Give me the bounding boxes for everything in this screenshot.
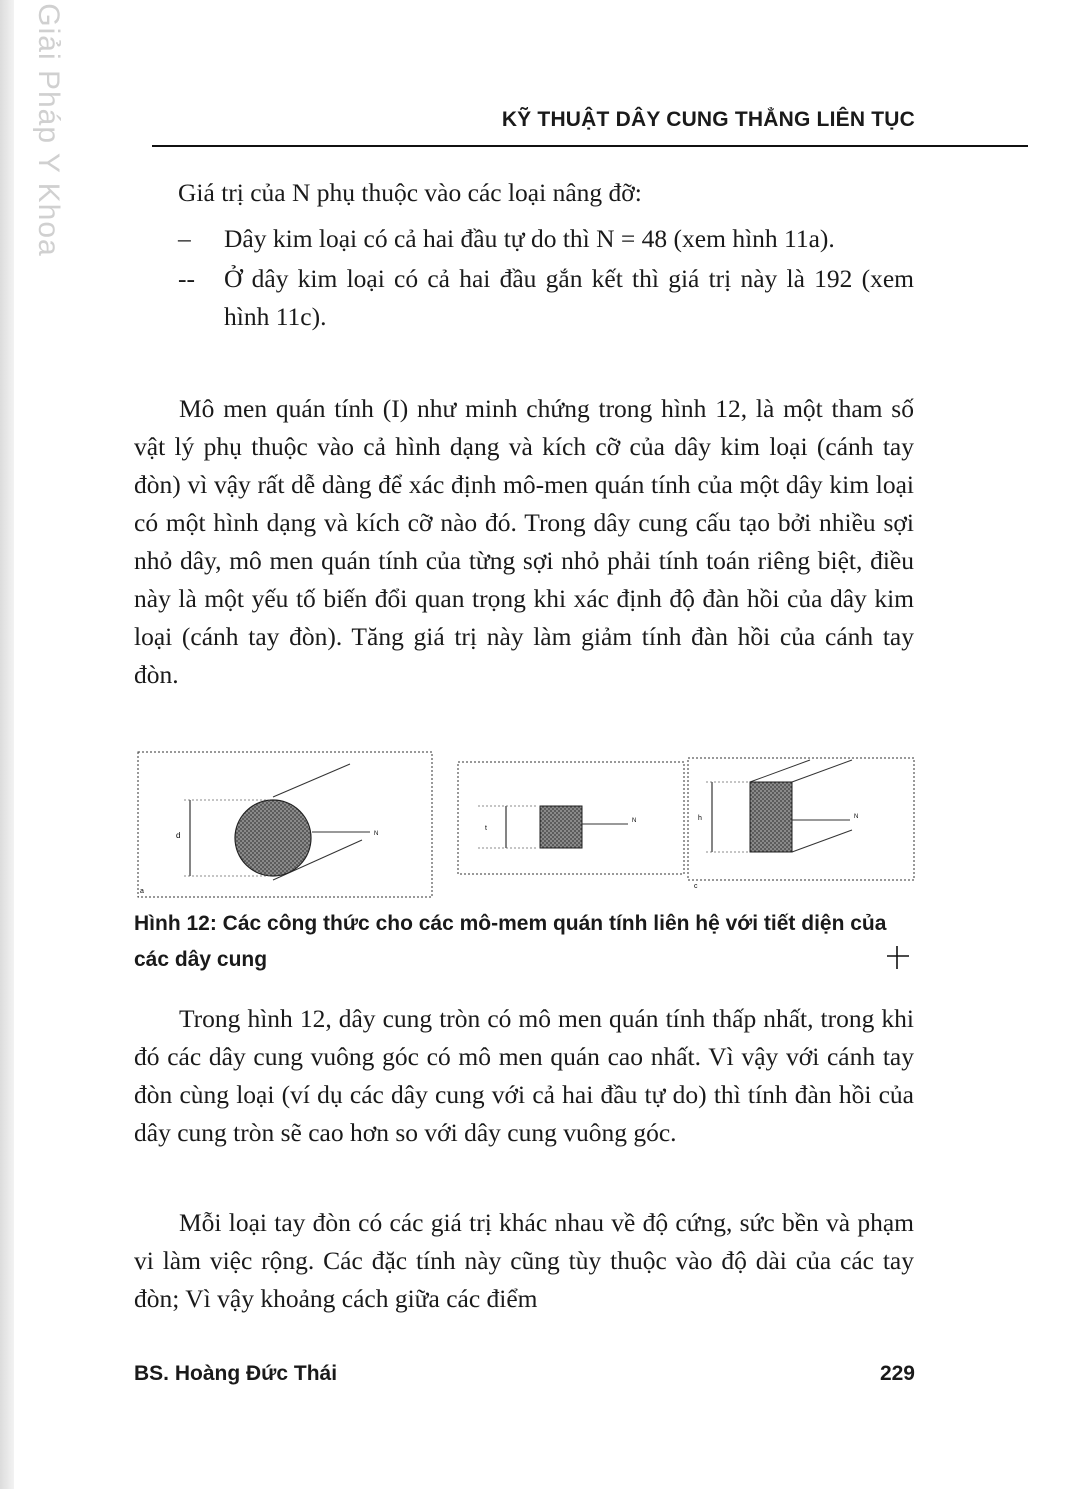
paragraph-block-1	[134, 390, 914, 694]
panel-round-wire	[138, 752, 432, 897]
axis-label-n: N	[854, 814, 859, 820]
axis-label-n: N	[632, 818, 637, 824]
axis-label-n: N	[374, 831, 379, 837]
page-number: 229	[879, 1362, 915, 1385]
dimension-label-h: h	[698, 815, 702, 822]
running-header: KỸ THUẬT DÂY CUNG THẲNG LIÊN TỤC	[501, 108, 915, 131]
square-section-small	[540, 806, 582, 848]
paragraph-block-3	[134, 1204, 914, 1318]
watermark: Giải Pháp Y Khoa	[32, 3, 65, 257]
bullet-list	[178, 220, 914, 338]
footer-author: BS. Hoàng Đức Thái	[134, 1362, 338, 1385]
panel-rectangular-wire	[688, 758, 914, 890]
list-item	[178, 260, 914, 336]
rectangular-section	[750, 782, 792, 852]
round-section	[235, 800, 311, 876]
intro-line: Giá trị của N phụ thuộc vào các loại nâng đỡ:	[178, 178, 642, 207]
list-item	[178, 220, 914, 258]
figure-caption: Hình 12: Các công thức cho các mô-mem quán tính liên hệ với tiết diện của các dây cung	[134, 912, 887, 971]
bullet-dash: –	[178, 224, 191, 253]
paragraph: Mỗi loại tay đòn có các giá trị khác nhau về độ cứng, sức bền và phạm vi làm việc rộng. Các đặc tính này cũng tùy thuộc vào độ dài của các tay đòn; Vì vậy khoảng cách giữa các điểm	[134, 1208, 914, 1313]
bullet-text: Ở dây kim loại có cả hai đầu gắn kết thì giá trị này là 192 (xem hình 11c).	[224, 264, 914, 331]
bullet-text: Dây kim loại có cả hai đầu tự do thì N = 48 (xem hình 11a).	[224, 224, 835, 253]
paragraph: Trong hình 12, dây cung tròn có mô men quán tính thấp nhất, trong khi đó các dây cung vuông góc có mô men quán cao nhất. Vì vậy với cánh tay đòn cùng loại (ví dụ các dây cung với cả hai đầu tự do) thì tính đàn hồi của dây cung tròn sẽ cao hơn so với dây cung vuông góc.	[134, 1004, 914, 1147]
panel-square-wire-small	[458, 762, 684, 874]
panel-letter-c: c	[694, 883, 698, 890]
dimension-label-d: d	[176, 831, 181, 840]
paragraph: Mô men quán tính (I) như minh chứng trong hình 12, là một tham số vật lý phụ thuộc vào cả hình dạng và kích cỡ của dây kim loại (cánh tay đòn) vì vậy rất dễ dàng để xác định mô-men quán tính của một dây kim loại có một hình dạng và kích cỡ nào đó. Trong dây cung cấu tạo bởi nhiều sợi nhỏ dây, mô men quán tính của từng sợi nhỏ phải tính toán riêng biệt, điều này là một yếu tố biến đổi quan trọng khi xác định độ đàn hồi của dây kim loại (cánh tay đòn). Tăng giá trị này làm giảm tính đàn hồi của cánh tay đòn.	[134, 394, 914, 689]
page-edge-shadow	[0, 0, 14, 1489]
panel-letter-a: a	[140, 888, 144, 895]
header-rule	[152, 145, 1028, 147]
dimension-label-t: t	[485, 825, 487, 832]
paragraph-block-2	[134, 1000, 914, 1152]
bullet-dash: --	[178, 264, 195, 293]
figure-12	[130, 742, 920, 902]
registration-mark	[885, 944, 911, 970]
